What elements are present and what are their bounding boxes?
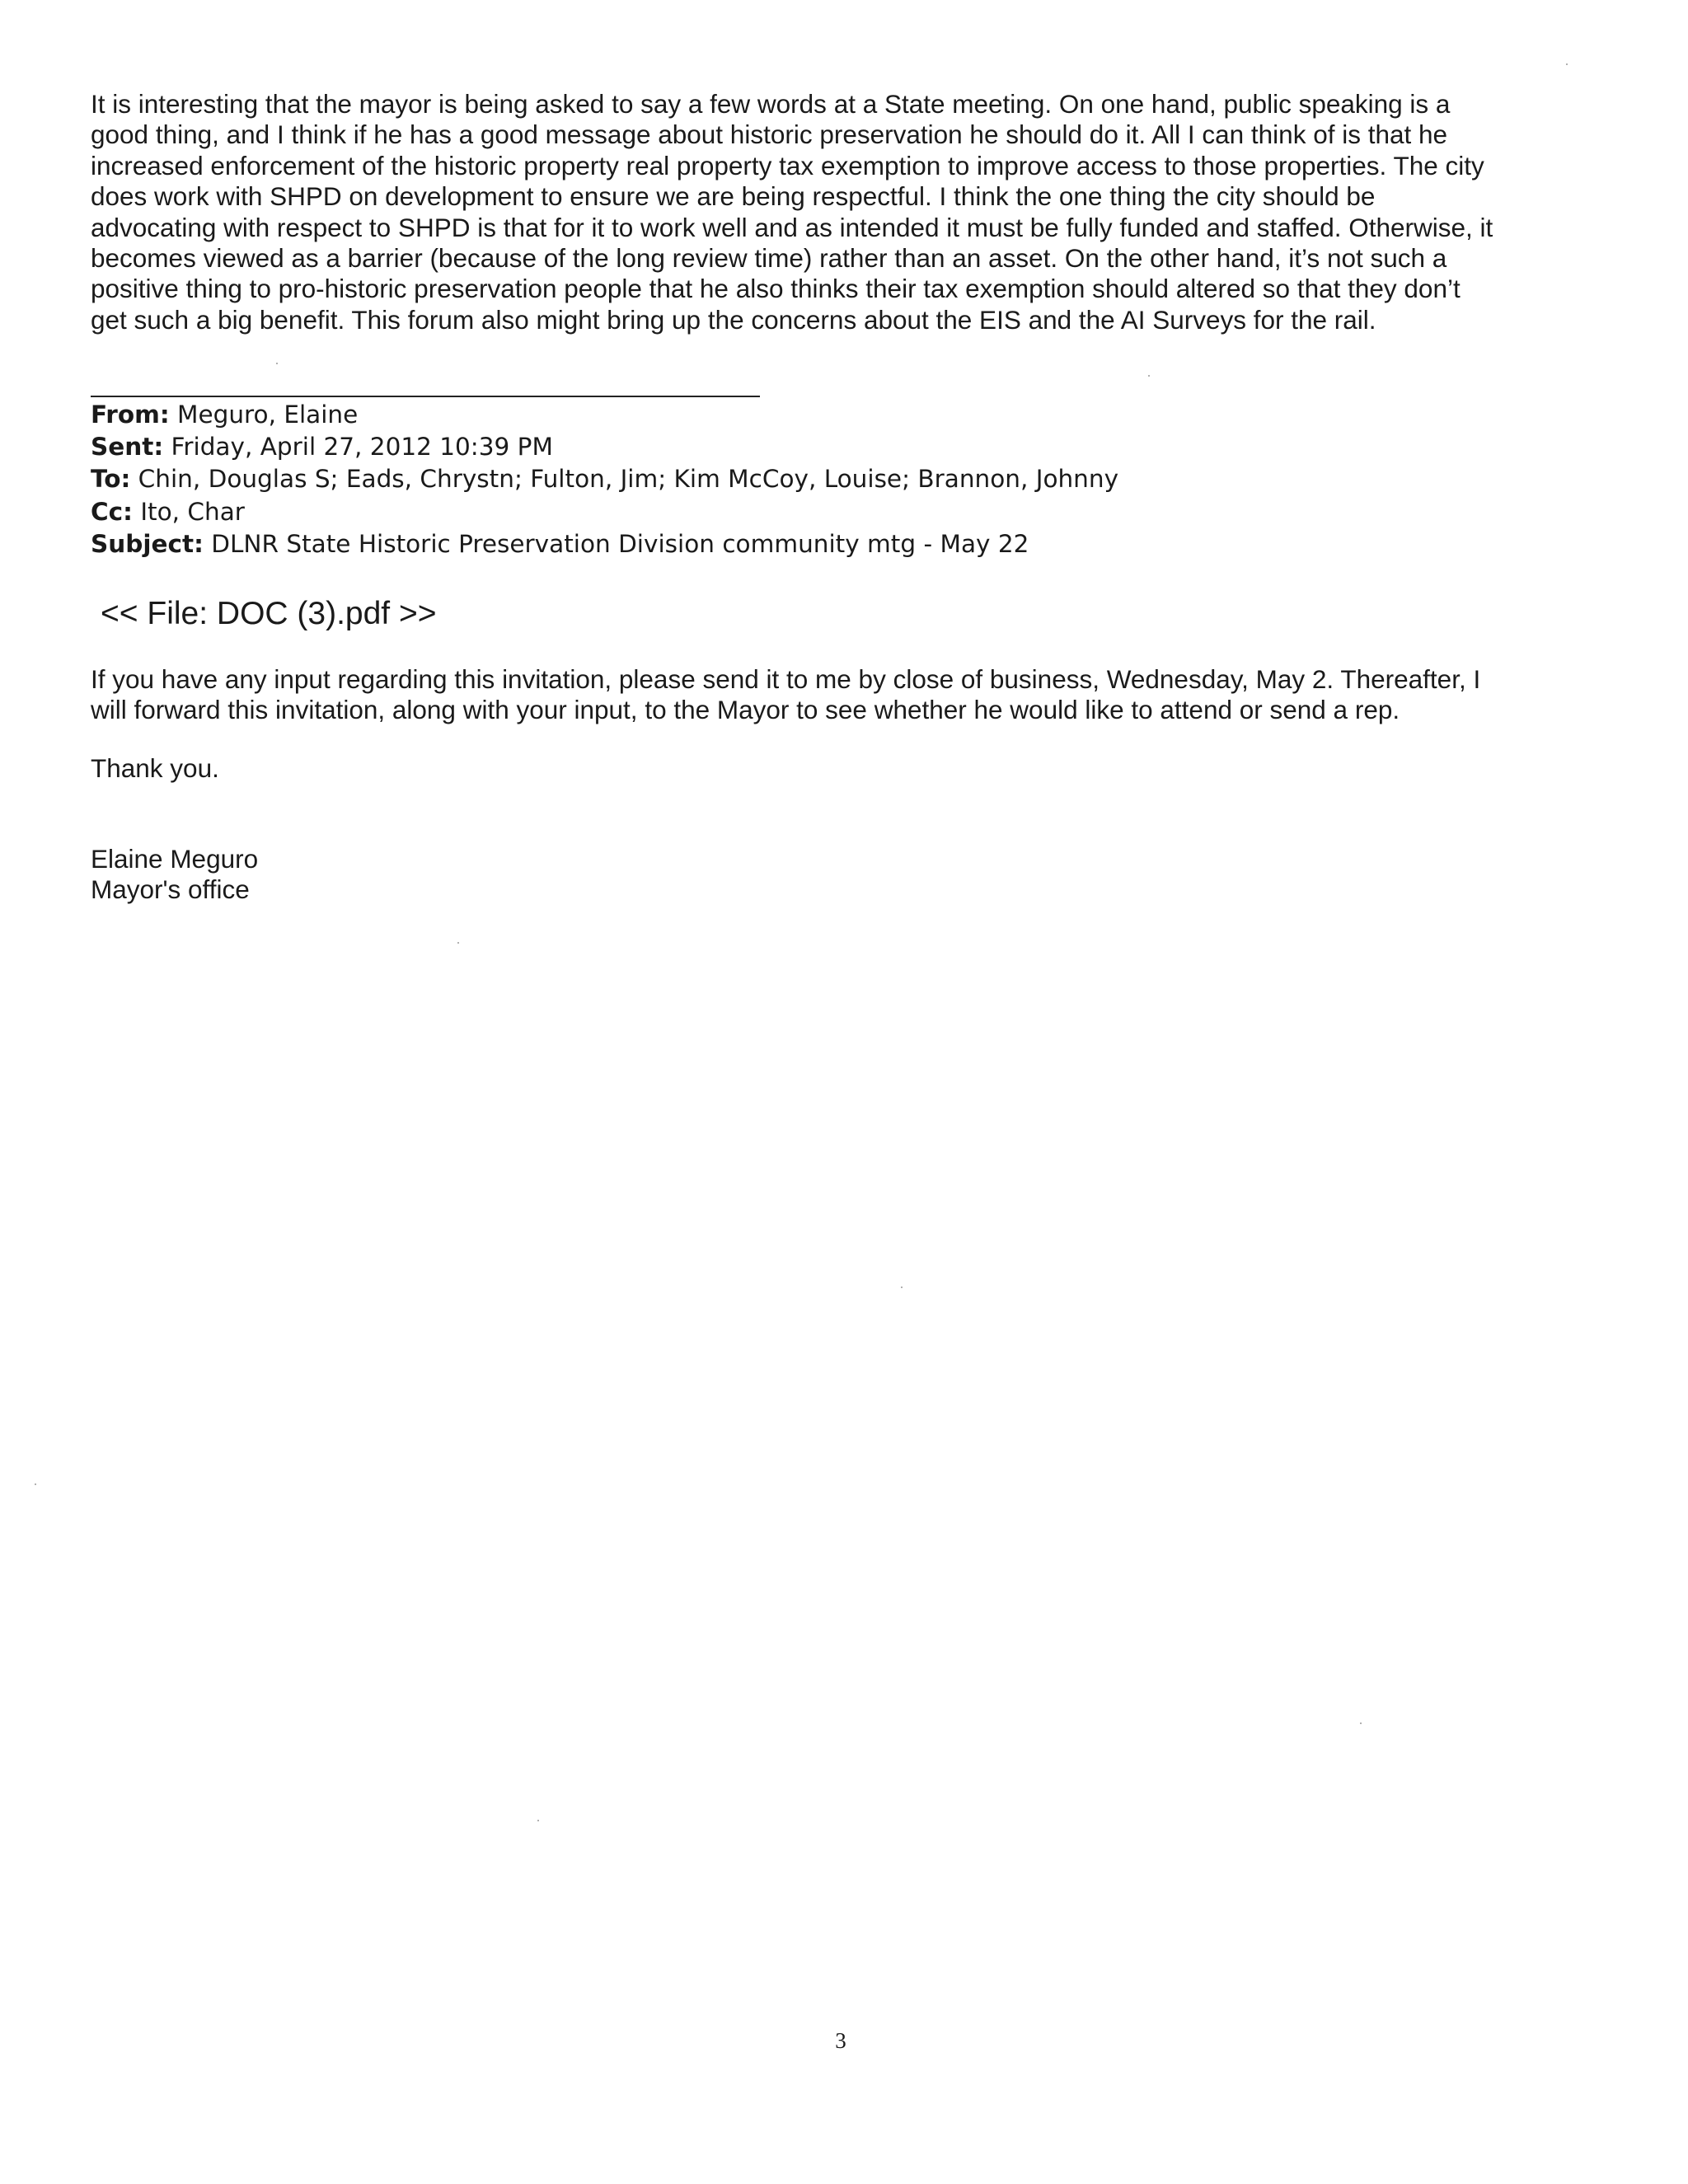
invite-line: If you have any input regarding this invitation, please send it to me by close of business, Wednesday, May 2. Thereafter, I xyxy=(91,664,1481,694)
cc-row xyxy=(91,496,1118,528)
scan-speck xyxy=(1360,1722,1362,1724)
subject-value: DLNR State Historic Preservation Division community mtg - May 22 xyxy=(211,529,1029,558)
reply-line: increased enforcement of the historic property real property tax exemption to improve access to those properties. The city xyxy=(91,150,1484,180)
sent-value: Friday, April 27, 2012 10:39 PM xyxy=(171,433,553,462)
scan-speck xyxy=(276,363,278,364)
reply-line: get such a big benefit. This forum also might bring up the concerns about the EIS and the AI Surveys for the rail. xyxy=(91,304,1376,335)
subject-row xyxy=(91,528,1118,560)
reply-line: good thing, and I think if he has a good message about historic preservation he should do it. All I can think of is that he xyxy=(91,120,1448,150)
reply-line: becomes viewed as a barrier (because of the long review time) rather than an asset. On the other hand, it’s not such a xyxy=(91,243,1447,274)
page-number: 3 xyxy=(835,2028,846,2053)
attachment-reference: << File: DOC (3).pdf >> xyxy=(101,596,437,631)
reply-line: It is interesting that the mayor is being asked to say a few words at a State meeting. On one hand, public speaking is a xyxy=(91,89,1451,119)
subject-label: Subject: xyxy=(91,529,204,558)
scan-speck xyxy=(35,1483,36,1485)
scan-speck xyxy=(537,1820,539,1821)
reply-paragraph xyxy=(91,89,1615,335)
sent-label: Sent: xyxy=(91,433,164,462)
scan-speck xyxy=(457,942,459,944)
scan-speck xyxy=(1148,375,1150,377)
signature-block xyxy=(91,844,258,905)
email-header xyxy=(91,399,1118,560)
reply-line: positive thing to pro-historic preservation people that he also thinks their tax exemption should altered so that they don’t xyxy=(91,274,1461,304)
scan-speck xyxy=(1566,63,1568,65)
cc-value: Ito, Char xyxy=(140,497,245,526)
closing-text: Thank you. xyxy=(91,753,219,783)
reply-line: advocating with respect to SHPD is that for it to work well and as intended it must be fully funded and staffed. Otherwise, it xyxy=(91,212,1493,242)
signature-name: Elaine Meguro xyxy=(91,844,259,874)
from-label: From: xyxy=(91,401,170,429)
invitation-paragraph xyxy=(91,664,1615,726)
from-value: Meguro, Elaine xyxy=(177,401,359,429)
scan-speck xyxy=(901,1286,903,1288)
signature-office: Mayor's office xyxy=(91,874,250,904)
cc-label: Cc: xyxy=(91,497,133,526)
invite-line: will forward this invitation, along with your input, to the Mayor to see whether he would like to attend or send a rep. xyxy=(91,695,1400,725)
to-value: Chin, Douglas S; Eads, Chrystn; Fulton, Jim; Kim McCoy, Louise; Brannon, Johnny xyxy=(138,465,1119,494)
reply-line: does work with SHPD on development to ensure we are being respectful. I think the one thing the city should be xyxy=(91,181,1376,212)
sent-row xyxy=(91,431,1118,463)
message-divider xyxy=(91,396,760,397)
to-label: To: xyxy=(91,465,131,494)
to-row xyxy=(91,463,1118,495)
from-row xyxy=(91,399,1118,431)
